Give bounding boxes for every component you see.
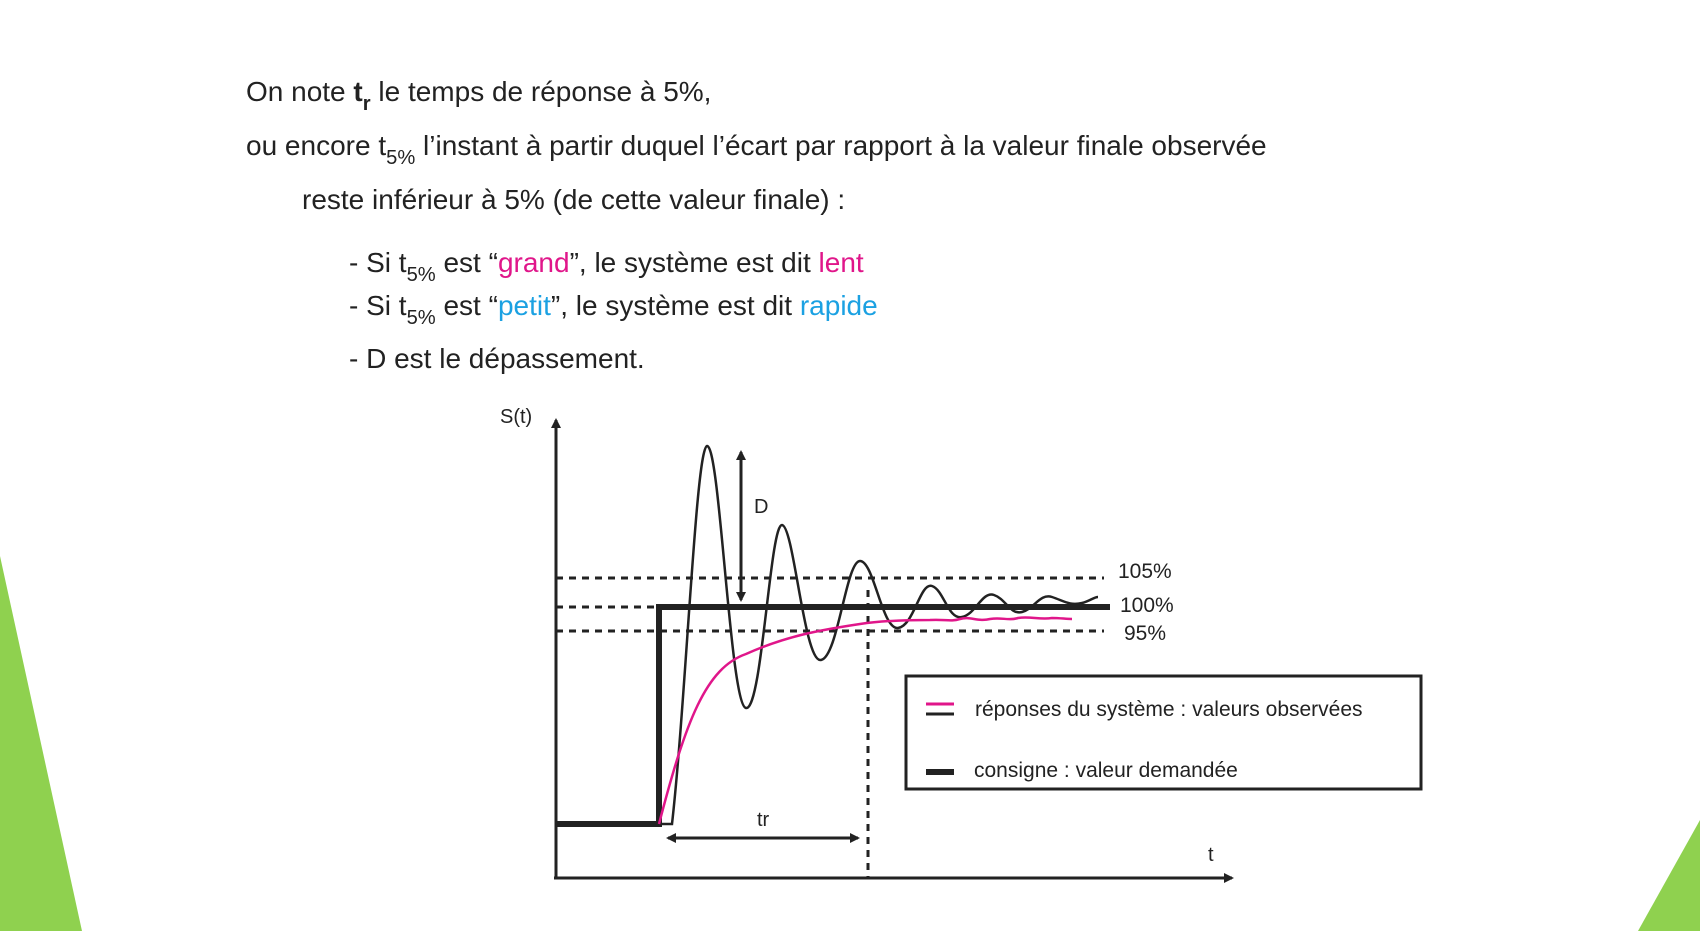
bullet-overshoot: - D est le dépassement. xyxy=(349,343,645,374)
response-time-label: tr xyxy=(757,809,770,831)
legend-setpoint-label: consigne : valeur demandée xyxy=(974,759,1238,782)
level-100-label: 100% xyxy=(1120,594,1174,617)
bullet-fast: - Si $t_{5\%}$ est “petit”, le système est dit rapide xyxy=(349,290,878,330)
x-axis-label: t xyxy=(1208,844,1214,866)
tr-symbol: $t_r$ xyxy=(353,76,371,116)
level-105-label: 105% xyxy=(1118,560,1172,583)
legend-observed-label: réponses du système : valeurs observées xyxy=(975,698,1363,721)
y-axis-label: S(t) xyxy=(500,406,533,428)
intro-line-2: ou encore $t_{5\%}$ l’instant à partir duquel l’écart par rapport à la valeur finale observée xyxy=(246,130,1267,170)
intro-line-3: reste inférieur à 5% (de cette valeur finale) : xyxy=(302,184,846,215)
intro-line-1: On note $t_r$ le temps de réponse à 5%, xyxy=(246,76,712,116)
level-95-label: 95% xyxy=(1124,622,1167,645)
overshoot-label: D xyxy=(754,496,769,518)
bullet-slow: - Si $t_{5\%}$ est “grand”, le système est dit lent xyxy=(349,247,864,287)
